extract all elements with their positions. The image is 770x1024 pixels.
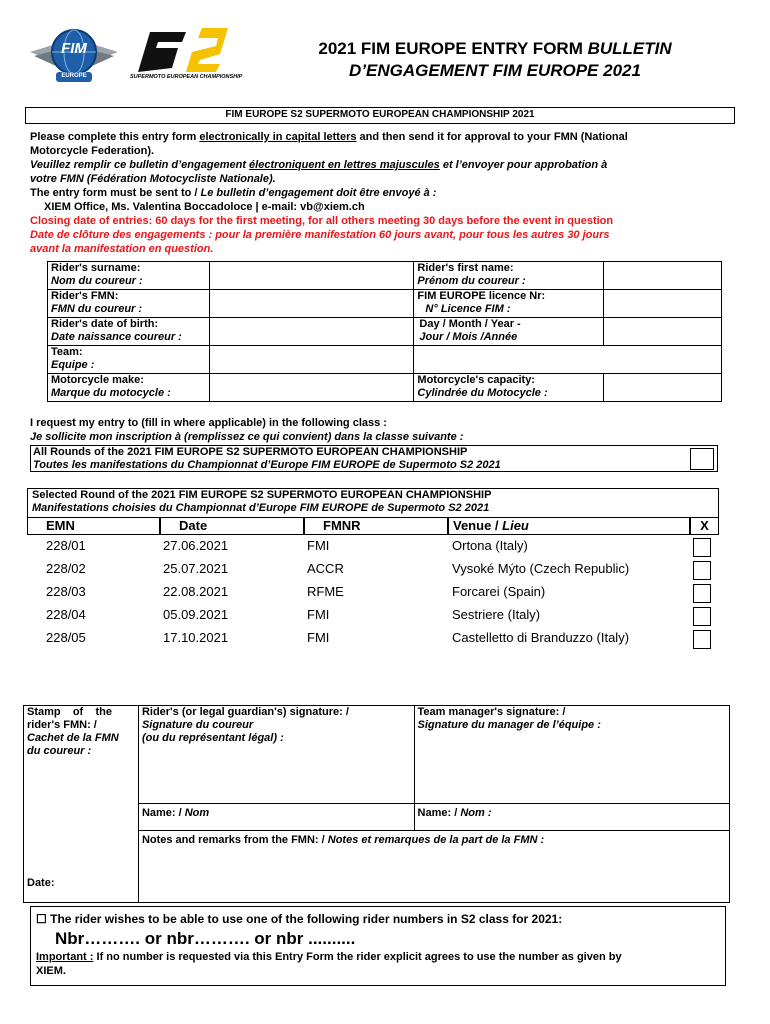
- selected-rounds-en: Selected Round of the 2021 FIM EUROPE S2 SUPERMOTO EUROPEAN CHAMPIONSHIP: [32, 489, 492, 501]
- event-checkbox[interactable]: [693, 584, 711, 603]
- event-emn: 228/05: [46, 630, 86, 645]
- title-fr: BULLETIN: [587, 39, 672, 58]
- dob-label-en: Rider's date of birth:: [51, 318, 159, 330]
- intro-line-3b: et l’envoyer pour approbation à: [439, 159, 608, 171]
- number-request-field[interactable]: Nbr………. or nbr………. or nbr ..........: [55, 929, 356, 948]
- firstname-label: [414, 262, 604, 290]
- closing-date-fr-1: Date de clôture des engagements : pour la première manifestation 60 jours avant, pour tous les autres 30 jours: [30, 229, 610, 241]
- intro-line-3u: électroniquent en lettres majuscules: [249, 159, 440, 171]
- event-checkbox[interactable]: [693, 538, 711, 557]
- event-venue: Ortona (Italy): [452, 538, 528, 553]
- intro-line-5a: The entry form must be sent to /: [30, 187, 201, 199]
- dmy-label: [414, 318, 604, 346]
- make-label-en: Motorcycle make:: [51, 374, 144, 386]
- manager-signature-fr: Signature du manager de l’équipe :: [417, 719, 601, 731]
- intro-instructions: [30, 130, 740, 256]
- team-input[interactable]: [209, 346, 414, 374]
- dmy-input[interactable]: [604, 318, 722, 346]
- licence-label-en: FIM EUROPE licence Nr:: [417, 290, 546, 302]
- number-wish-line: [36, 912, 562, 926]
- col-fmnr: FMNR: [304, 518, 448, 535]
- fim-logo-text: FIM: [61, 40, 87, 57]
- team-label: [48, 346, 210, 374]
- s2-supermoto-logo: [128, 24, 243, 84]
- event-fmnr: ACCR: [307, 561, 344, 576]
- surname-label: [48, 262, 210, 290]
- event-emn: 228/03: [46, 584, 86, 599]
- team-input-extended[interactable]: [414, 346, 722, 374]
- event-fmnr: FMI: [307, 538, 330, 553]
- closing-date-fr-2: avant la manifestation en question.: [30, 243, 214, 255]
- signature-table: [23, 705, 730, 903]
- intro-line-1: [30, 130, 740, 144]
- dob-label: [48, 318, 210, 346]
- event-venue: Sestriere (Italy): [452, 607, 541, 622]
- all-rounds-checkbox[interactable]: [690, 448, 714, 470]
- stamp-label-en-2: rider's FMN: /: [27, 719, 97, 731]
- event-checkbox[interactable]: [693, 630, 711, 649]
- rider-name-cell[interactable]: [138, 804, 414, 831]
- class-request-en: I request my entry to (fill in where applicable) in the following class :: [30, 417, 387, 429]
- event-emn: 228/02: [46, 561, 86, 576]
- licence-label-fr: N° Licence FIM :: [425, 303, 511, 315]
- event-fmnr: FMI: [307, 607, 330, 622]
- s2-logo-sub: SUPERMOTO EUROPEAN CHAMPIONSHIP: [130, 74, 243, 80]
- firstname-label-fr: Prénom du coureur :: [417, 275, 526, 287]
- important-note-2: XIEM.: [36, 965, 66, 977]
- title-en: 2021 FIM EUROPE ENTRY FORM: [318, 39, 588, 58]
- selected-rounds-header: [27, 488, 719, 518]
- event-emn: 228/01: [46, 538, 86, 553]
- important-text: If no number is requested via this Entry Form the rider explicit agrees to use the number as given by: [93, 951, 622, 963]
- fmn-label-en: Rider's FMN:: [51, 290, 119, 302]
- all-rounds-row: [30, 445, 718, 472]
- event-venue: Castelletto di Branduzzo (Italy): [452, 630, 630, 645]
- selected-rounds-fr: Manifestations choisies du Championnat d’Europe FIM EUROPE de Supermoto S2 2021: [32, 502, 490, 514]
- make-label: [48, 374, 210, 402]
- intro-line-1a: Please complete this entry form: [30, 131, 200, 143]
- event-date: 17.10.2021: [163, 630, 229, 645]
- fmn-notes-cell[interactable]: [138, 831, 729, 903]
- fim-logo-sub: EUROPE: [61, 73, 87, 79]
- manager-name-cell[interactable]: [414, 804, 729, 831]
- fmn-stamp-cell[interactable]: [24, 706, 139, 903]
- rider-details-table: [47, 261, 722, 402]
- important-note: [36, 950, 622, 964]
- event-date: 05.09.2021: [163, 607, 229, 622]
- event-venue: Vysoké Mýto (Czech Republic): [452, 561, 630, 576]
- page-title-line-1: [250, 38, 740, 59]
- team-label-en: Team:: [51, 346, 83, 358]
- stamp-label-en-1: Stamp of the: [27, 706, 112, 718]
- event-emn: 228/04: [46, 607, 86, 622]
- dob-input[interactable]: [209, 318, 414, 346]
- events-column-header: [27, 518, 719, 535]
- fmn-input[interactable]: [209, 290, 414, 318]
- event-date: 22.08.2021: [163, 584, 229, 599]
- manager-signature-cell[interactable]: [414, 706, 729, 804]
- surname-input[interactable]: [209, 262, 414, 290]
- fmn-notes-en: Notes and remarks from the FMN: /: [141, 834, 328, 846]
- manager-name-fr: Nom :: [460, 807, 492, 819]
- number-wish-text: The rider wishes to be able to use one of the following rider numbers in S2 class for 2021:: [50, 912, 563, 926]
- intro-line-1b: and then send it for approval to your FMN (National: [356, 131, 628, 143]
- stamp-label-fr-1: Cachet de la FMN: [27, 732, 119, 744]
- important-label: Important :: [36, 951, 94, 963]
- rider-name-fr: Nom: [184, 807, 210, 819]
- intro-line-3a: Veuillez remplir ce bulletin d’engagement: [30, 159, 250, 171]
- intro-line-5: [30, 186, 740, 200]
- championship-bar: FIM EUROPE S2 SUPERMOTO EUROPEAN CHAMPIONSHIP 2021: [25, 107, 735, 124]
- intro-line-5b: Le bulletin d’engagement doit être envoyé à :: [200, 187, 437, 199]
- manager-signature-en: Team manager's signature: /: [417, 706, 566, 718]
- surname-label-fr: Nom du coureur :: [51, 275, 143, 287]
- rider-signature-fr-2: (ou du représentant légal) :: [141, 732, 284, 744]
- surname-label-en: Rider's surname:: [51, 262, 141, 274]
- col-date: Date: [160, 518, 304, 535]
- class-request-fr: Je sollicite mon inscription à (remplissez ce qui convient) dans la classe suivante :: [30, 431, 464, 443]
- closing-date-en: Closing date of entries: 60 days for the first meeting, for all others meeting 30 days before the event in question: [30, 215, 614, 227]
- rider-number-request: [30, 906, 726, 986]
- rider-signature-cell[interactable]: [138, 706, 414, 804]
- licence-label: [414, 290, 604, 318]
- col-emn: EMN: [27, 518, 160, 535]
- all-rounds-en: All Rounds of the 2021 FIM EUROPE S2 SUPERMOTO EUROPEAN CHAMPIONSHIP: [33, 446, 468, 458]
- col-venue-en: Venue /: [453, 518, 503, 533]
- rider-signature-fr-1: Signature du coureur: [141, 719, 254, 731]
- event-checkbox[interactable]: [693, 607, 711, 626]
- event-fmnr: FMI: [307, 630, 330, 645]
- firstname-label-en: Rider's first name:: [417, 262, 514, 274]
- col-venue-fr: Lieu: [502, 518, 529, 533]
- intro-line-1u: electronically in capital letters: [199, 131, 357, 143]
- dmy-label-fr: Jour / Mois /Année: [419, 331, 518, 343]
- number-wish-checkbox[interactable]: ☐: [36, 912, 47, 926]
- stamp-label-fr-2: du coureur :: [27, 745, 92, 757]
- licence-input[interactable]: [604, 290, 722, 318]
- event-fmnr: RFME: [307, 584, 344, 599]
- fmn-label-fr: FMN du coureur :: [51, 303, 143, 315]
- team-label-fr: Equipe :: [51, 359, 95, 371]
- make-label-fr: Marque du motocycle :: [51, 387, 171, 399]
- event-date: 27.06.2021: [163, 538, 229, 553]
- intro-line-3: [30, 158, 740, 172]
- event-date: 25.07.2021: [163, 561, 229, 576]
- rider-signature-en: Rider's (or legal guardian's) signature: /: [141, 706, 349, 718]
- rider-name-en: Name: /: [141, 807, 185, 819]
- intro-line-4: votre FMN (Fédération Motocycliste Nationale).: [30, 173, 276, 185]
- all-rounds-fr: Toutes les manifestations du Championnat d’Europe FIM EUROPE de Supermoto S2 2021: [33, 459, 501, 471]
- col-x: X: [690, 518, 719, 535]
- capacity-label-en: Motorcycle's capacity:: [417, 374, 535, 386]
- fim-europe-logo: [26, 22, 122, 86]
- capacity-label-fr: Cylindrée du Motocycle :: [417, 387, 548, 399]
- intro-contact: XIEM Office, Ms. Valentina Boccadoloce | e-mail: vb@xiem.ch: [44, 201, 365, 213]
- intro-line-2: Motorcycle Federation).: [30, 145, 155, 157]
- capacity-label: [414, 374, 604, 402]
- event-checkbox[interactable]: [693, 561, 711, 580]
- event-venue: Forcarei (Spain): [452, 584, 546, 599]
- manager-name-en: Name: /: [417, 807, 461, 819]
- capacity-input[interactable]: [604, 374, 722, 402]
- fmn-label: [48, 290, 210, 318]
- firstname-input[interactable]: [604, 262, 722, 290]
- col-venue: [448, 518, 690, 535]
- fmn-notes-fr: Notes et remarques de la part de la FMN :: [327, 834, 545, 846]
- date-label: Date:: [27, 877, 55, 889]
- dob-label-fr: Date naissance coureur :: [51, 331, 182, 343]
- dmy-label-en: Day / Month / Year -: [419, 318, 521, 330]
- page-title-line-2: D’ENGAGEMENT FIM EUROPE 2021: [349, 61, 641, 80]
- make-input[interactable]: [209, 374, 414, 402]
